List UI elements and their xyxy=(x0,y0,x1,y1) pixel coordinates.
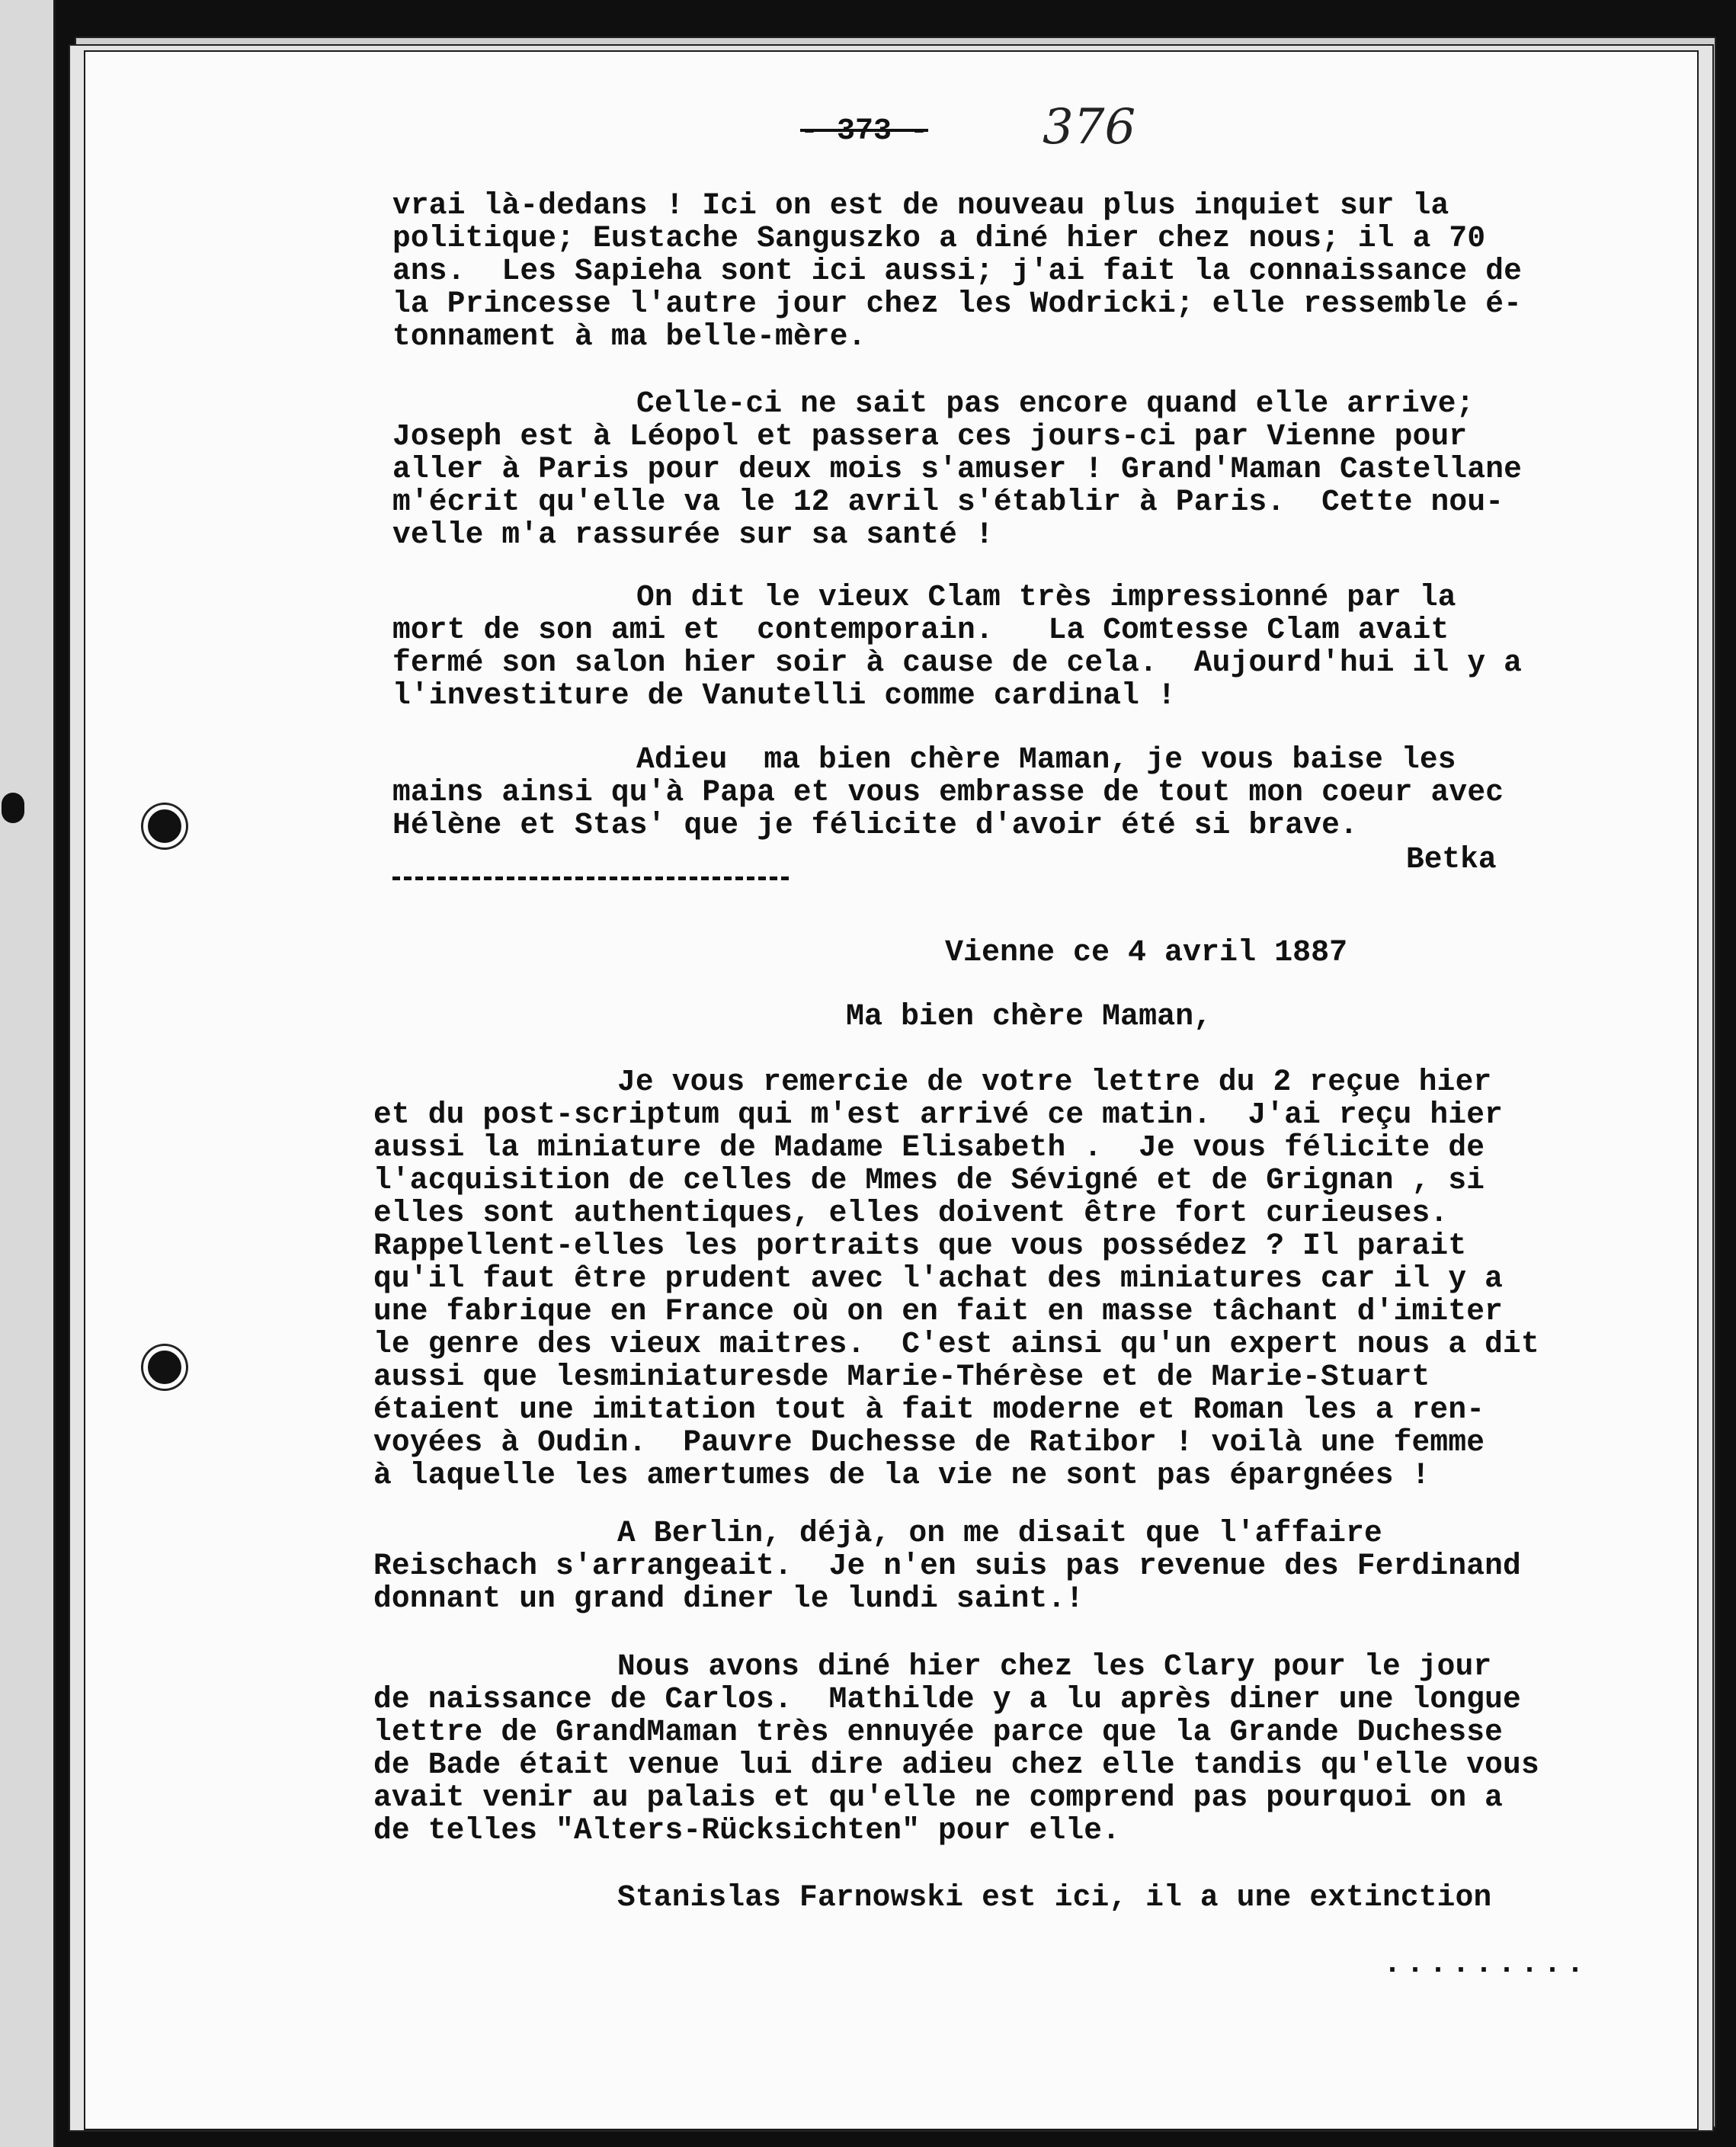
text-line: lettre de GrandMaman très ennuyée parce que la Grande Duchesse xyxy=(373,1715,1504,1749)
text-line: m'écrit qu'elle va le 12 avril s'établir à Paris. Cette nou- xyxy=(392,485,1504,519)
text-line: et du post-scriptum qui m'est arrivé ce matin. J'ai reçu hier xyxy=(373,1098,1504,1132)
text-line: l'investiture de Vanutelli comme cardinal ! xyxy=(392,678,1176,713)
letter2-paragraph4 xyxy=(373,1881,1638,1914)
text-line: Adieu ma bien chère Maman, je vous baise les xyxy=(636,742,1456,777)
text-line: politique; Eustache Sanguszko a diné hier chez nous; il a 70 xyxy=(392,221,1486,255)
separator-rule xyxy=(392,876,789,880)
letter2-paragraph3 xyxy=(373,1650,1638,1847)
letter1-paragraph2 xyxy=(392,387,1658,551)
text-line: aller à Paris pour deux mois s'amuser ! Grand'Maman Castellane xyxy=(392,452,1523,486)
letter1-paragraph3 xyxy=(392,581,1658,712)
binder-edge xyxy=(0,0,56,2147)
binder-hole xyxy=(2,793,24,823)
punch-hole xyxy=(143,1346,186,1389)
text-line: l'acquisition de celles de Mmes de Sévigné et de Grignan , si xyxy=(373,1163,1485,1197)
text-line: aussi que lesminiaturesde Marie-Thérèse et de Marie-Stuart xyxy=(373,1360,1430,1394)
text-line: avait venir au palais et qu'elle ne comprend pas pourquoi on a xyxy=(373,1780,1504,1815)
text-line: aussi la miniature de Madame Elisabeth . Je vous félicite de xyxy=(373,1130,1485,1165)
text-line: elles sont authentiques, elles doivent être fort curieuses. xyxy=(373,1196,1449,1230)
text-line: le genre des vieux maitres. C'est ainsi qu'un expert nous a dit xyxy=(373,1327,1539,1361)
text-line: Joseph est à Léopol et passera ces jours-ci par Vienne pour xyxy=(392,419,1468,453)
text-line: de Bade était venue lui dire adieu chez elle tandis qu'elle vous xyxy=(373,1748,1539,1782)
text-line: On dit le vieux Clam très impressionné par la xyxy=(636,580,1456,614)
letter1-paragraph4 xyxy=(392,743,1658,841)
text-line: vrai là-dedans ! Ici on est de nouveau plus inquiet sur la xyxy=(392,188,1449,223)
text-line: velle m'a rassurée sur sa santé ! xyxy=(392,518,994,552)
text-line: une fabrique en France où on en fait en masse tâchant d'imiter xyxy=(373,1294,1504,1328)
handwritten-page-number: 376 xyxy=(1043,99,1136,155)
letter2-paragraph1 xyxy=(373,1065,1638,1492)
text-line: Hélène et Stas' que je félicite d'avoir été si brave. xyxy=(392,808,1358,842)
text-line: ans. Les Sapieha sont ici aussi; j'ai fait la connaissance de xyxy=(392,254,1523,288)
typed-page-number: - 373 - xyxy=(800,114,929,149)
text-line: à laquelle les amertumes de la vie ne sont pas épargnées ! xyxy=(373,1458,1430,1492)
text-line: étaient une imitation tout à fait moderne et Roman les a ren- xyxy=(373,1392,1485,1427)
text-line: tonnament à ma belle-mère. xyxy=(392,319,866,354)
punch-hole xyxy=(143,805,186,848)
text-line: voyées à Oudin. Pauvre Duchesse de Ratibor ! voilà une femme xyxy=(373,1425,1485,1460)
continuation-dots: ......... xyxy=(1383,1947,1590,1982)
salutation: Ma bien chère Maman, xyxy=(846,1000,1212,1034)
dateline: Vienne ce 4 avril 1887 xyxy=(945,936,1348,970)
text-line: Celle-ci ne sait pas encore quand elle arrive; xyxy=(636,386,1475,421)
text-line: mort de son ami et contemporain. La Comtesse Clam avait xyxy=(392,613,1449,647)
text-line: de naissance de Carlos. Mathilde y a lu après diner une longue xyxy=(373,1682,1521,1716)
text-line: donnant un grand diner le lundi saint.! xyxy=(373,1581,1084,1616)
text-line: A Berlin, déjà, on me disait que l'affaire xyxy=(617,1516,1382,1550)
text-line: Rappellent-elles les portraits que vous possédez ? Il parait xyxy=(373,1229,1467,1263)
text-line: fermé son salon hier soir à cause de cela. Aujourd'hui il y a xyxy=(392,646,1523,680)
signature: Betka xyxy=(1406,842,1497,876)
letter2-paragraph2 xyxy=(373,1517,1638,1615)
text-line: qu'il faut être prudent avec l'achat des miniatures car il y a xyxy=(373,1261,1504,1296)
text-line: Reischach s'arrangeait. Je n'en suis pas revenue des Ferdinand xyxy=(373,1549,1521,1583)
text-line: mains ainsi qu'à Papa et vous embrasse de tout mon coeur avec xyxy=(392,775,1504,809)
text-line: Stanislas Farnowski est ici, il a une extinction xyxy=(617,1880,1492,1915)
text-line: de telles "Alters-Rücksichten" pour elle. xyxy=(373,1813,1121,1847)
text-line: la Princesse l'autre jour chez les Wodricki; elle ressemble é- xyxy=(392,287,1523,321)
letter1-paragraph1 xyxy=(392,189,1658,353)
text-line: Nous avons diné hier chez les Clary pour le jour xyxy=(617,1649,1492,1684)
text-line: Je vous remercie de votre lettre du 2 reçue hier xyxy=(617,1065,1492,1099)
